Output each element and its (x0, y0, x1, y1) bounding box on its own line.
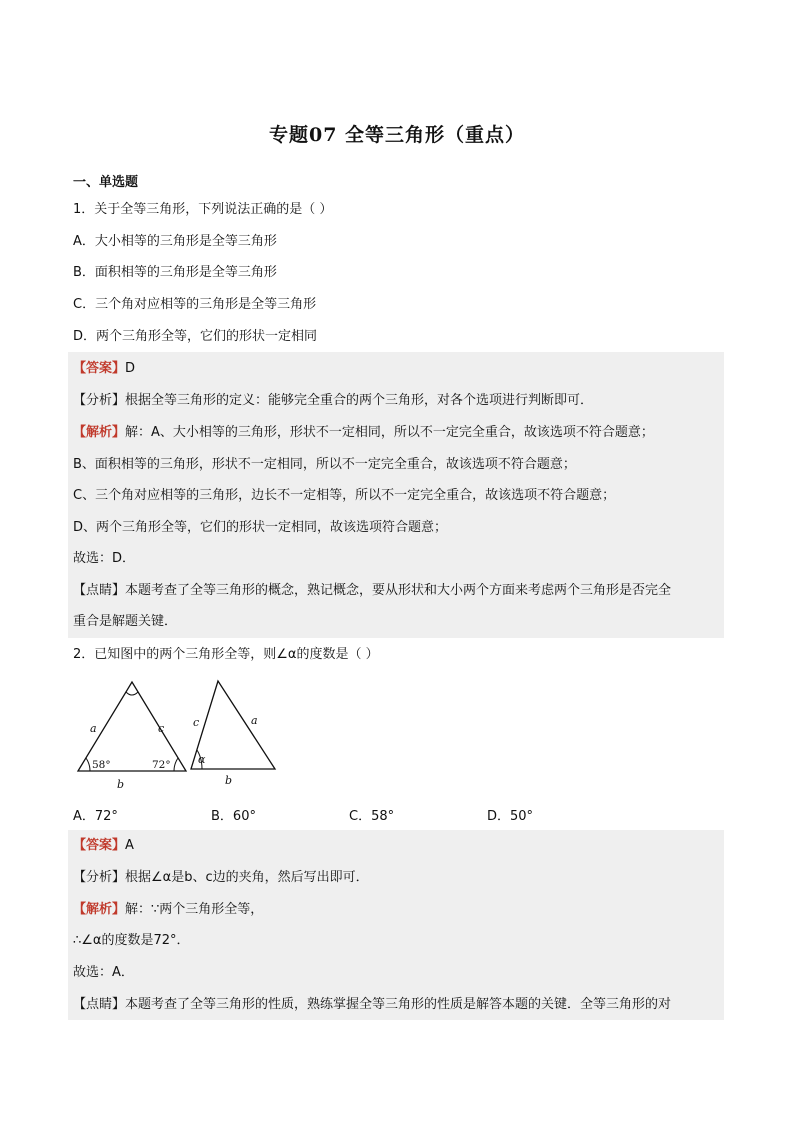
solution-tag: 【解析】 (73, 902, 126, 917)
q2-option-b: B．60° (211, 809, 256, 824)
q1-solution-line: D、两个三角形全等，它们的形状一定相同，故该选项符合题意； (73, 520, 448, 535)
comment-tag: 【点睛】 (73, 583, 126, 598)
q1-solution-line: B、面积相等的三角形，形状不一定相同，所以不一定完全重合，故该选项不符合题意； (73, 457, 576, 472)
q1-solution-line: 故选：D． (73, 551, 136, 566)
q2-answer-box (68, 830, 724, 1020)
answer-value: A (125, 838, 134, 853)
q1-comment-line (73, 582, 671, 600)
q1-stem: 1．关于全等三角形，下列说法正确的是（ ） (73, 202, 333, 217)
analysis-tag: 【分析】 (73, 393, 126, 408)
q2-solution-line: ∴∠α的度数是72°． (73, 933, 190, 948)
q2-option-d: D．50° (487, 809, 534, 824)
solution-text: 解：A、大小相等的三角形，形状不一定相同，所以不一定完全重合，故该选项不符合题意； (125, 425, 654, 440)
q2-option-a: A．72° (73, 809, 118, 824)
triangle-1-angle-72: 72° (152, 759, 171, 771)
triangle-2-label-alpha: α (198, 753, 206, 766)
q2-analysis (73, 869, 369, 887)
comment-text: 本题考查了全等三角形的性质，熟练掌握全等三角形的性质是解答本题的关键．全等三角形的对 (125, 997, 672, 1012)
triangle-1-label-b: b (117, 778, 125, 791)
triangle-2-label-a: a (251, 714, 258, 727)
solution-tag: 【解析】 (73, 425, 126, 440)
analysis-text: 根据全等三角形的定义：能够完全重合的两个三角形，对各个选项进行判断即可． (125, 393, 594, 408)
q2-option-c: C．58° (349, 809, 395, 824)
answer-value: D (125, 361, 136, 376)
triangle-2-label-c: c (193, 716, 200, 729)
q2-solution-line: 故选：A． (73, 965, 134, 980)
triangle-2-label-b: b (225, 774, 233, 787)
comment-text: 本题考查了全等三角形的概念，熟记概念，要从形状和大小两个方面来考虑两个三角形是否完全 (125, 583, 672, 598)
q1-comment-line: 重合是解题关键． (73, 614, 178, 629)
triangle-1-apex-arc (126, 692, 138, 695)
q1-analysis (73, 392, 593, 410)
q1-solution-line (73, 424, 654, 442)
q2-comment-line (73, 996, 671, 1014)
triangle-1-left-arc (86, 758, 90, 771)
section-heading: 一、单选题 (73, 175, 139, 190)
analysis-tag: 【分析】 (73, 870, 126, 885)
solution-text: 解：∵两个三角形全等， (125, 902, 264, 917)
q2-triangle-figure (70, 676, 285, 794)
q1-option-c: C．三个角对应相等的三角形是全等三角形 (73, 297, 317, 312)
triangle-1-angle-58: 58° (92, 759, 111, 771)
comment-tag: 【点睛】 (73, 997, 126, 1012)
answer-tag: 【答案】 (73, 361, 126, 376)
q1-solution-line: C、三个角对应相等的三角形，边长不一定相等，所以不一定完全重合，故该选项不符合题意； (73, 488, 616, 503)
q2-stem: 2．已知图中的两个三角形全等，则∠α的度数是（ ） (73, 647, 379, 662)
triangle-1-label-c: c (158, 722, 165, 735)
triangle-1-label-a: a (90, 722, 97, 735)
analysis-text: 根据∠α是b、c边的夹角，然后写出即可． (125, 870, 369, 885)
page-title: 专题07 全等三角形（重点） (268, 124, 526, 146)
q1-option-b: B．面积相等的三角形是全等三角形 (73, 265, 277, 280)
q1-option-a: A．大小相等的三角形是全等三角形 (73, 234, 277, 249)
answer-tag: 【答案】 (73, 838, 126, 853)
q1-option-d: D．两个三角形全等，它们的形状一定相同 (73, 329, 318, 344)
q1-answer (73, 360, 135, 378)
q2-answer (73, 837, 134, 855)
triangle-1-right-arc (174, 758, 178, 771)
q2-solution-line (73, 901, 263, 919)
